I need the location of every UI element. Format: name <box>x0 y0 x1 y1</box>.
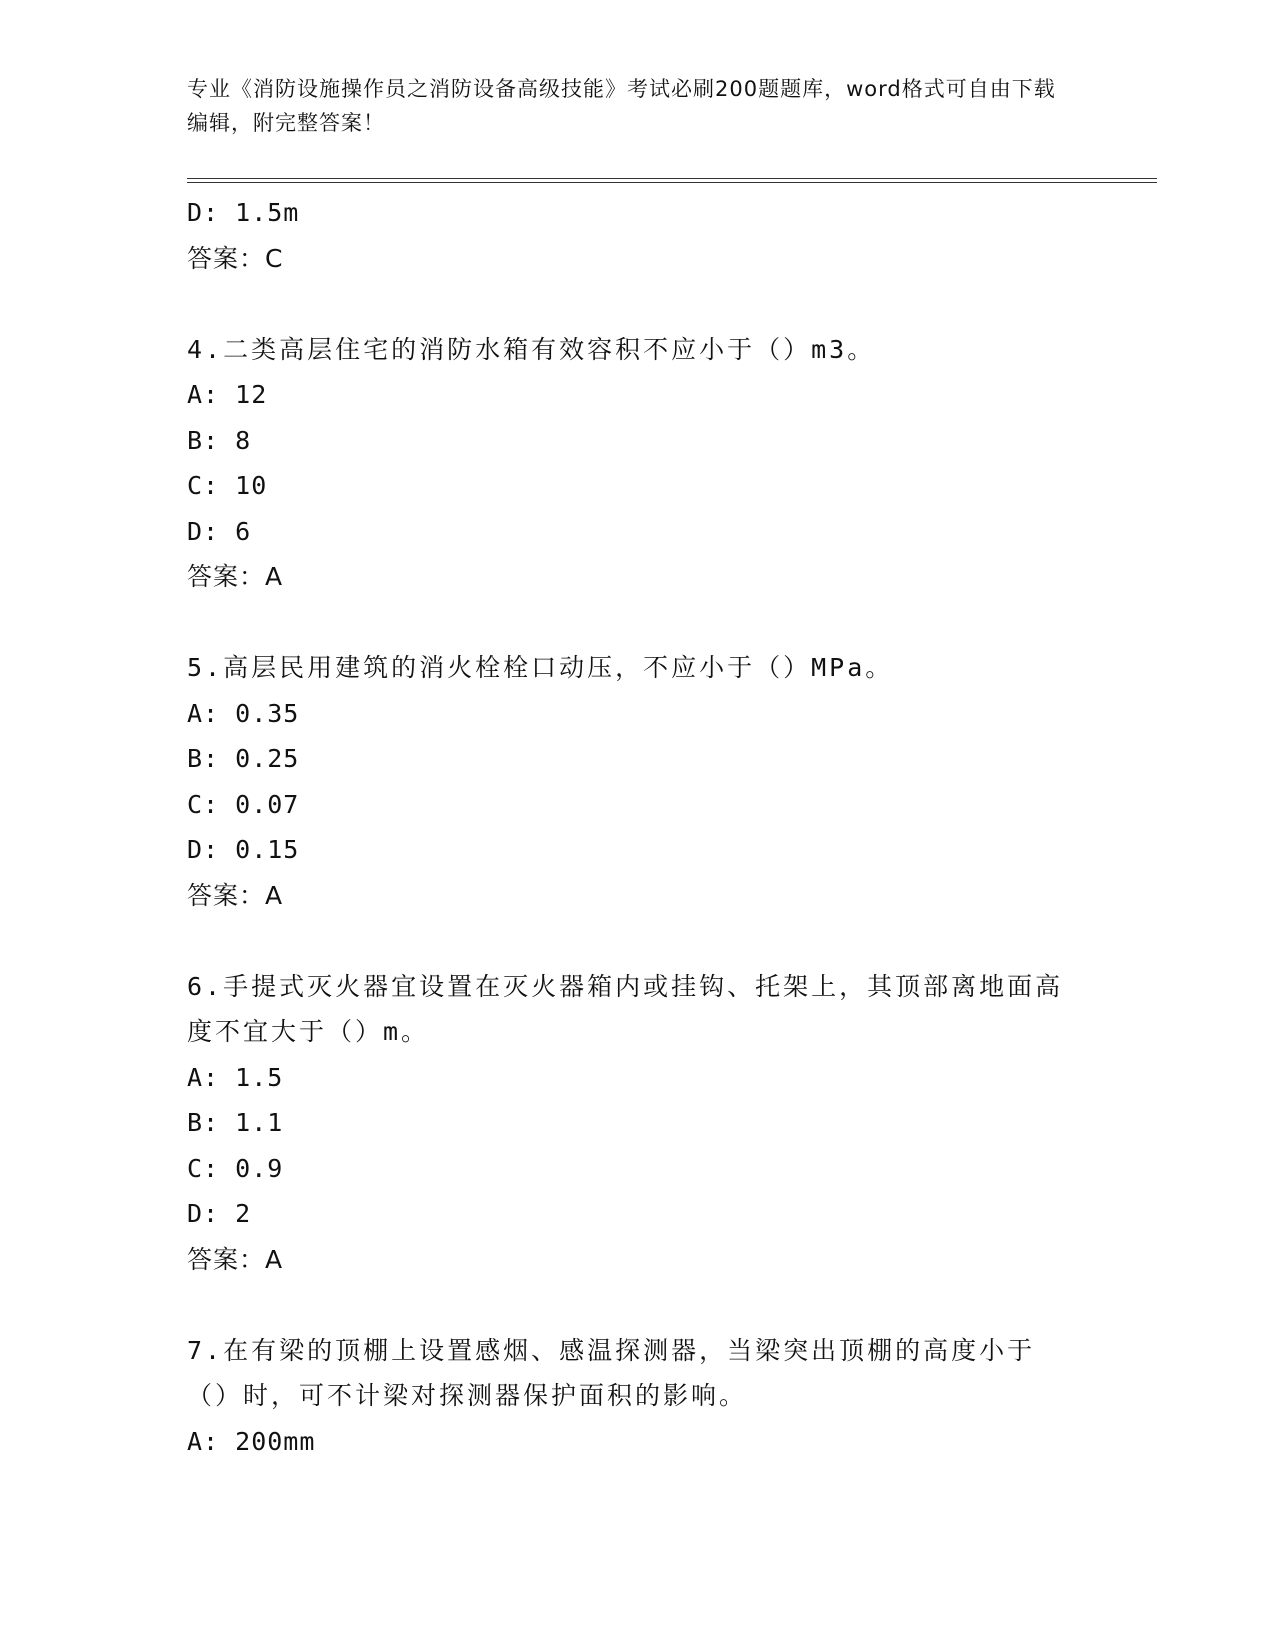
option-line: A: 0.35 <box>187 698 300 728</box>
question-text: 4.二类高层住宅的消防水箱有效容积不应小于（）m3。 <box>187 334 876 364</box>
option-line: D: 0.15 <box>187 835 300 864</box>
option-line: A: 1.5 <box>187 1062 284 1092</box>
question-list <box>187 190 1087 1464</box>
question-block <box>187 964 1087 1283</box>
option-line: C: 0.9 <box>187 1153 284 1183</box>
document-header: 专业《消防设施操作员之消防设备高级技能》考试必刷200题题库，word格式可自由下载编辑，附完整答案！ <box>187 77 1056 135</box>
option-line: A: 12 <box>187 380 268 409</box>
question-block <box>187 1328 1087 1465</box>
option-line: B: 0.25 <box>187 744 300 773</box>
option-line: B: 8 <box>187 425 252 455</box>
header-rule-top <box>187 178 1157 179</box>
question-text: 6.手提式灭火器宜设置在灭火器箱内或挂钩、托架上，其顶部离地面高度不宜大于（）m。 <box>187 971 1064 1046</box>
question-text: 7.在有梁的顶棚上设置感烟、感温探测器，当梁突出顶棚的高度小于（）时，可不计梁对探测器保护面积的影响。 <box>187 1335 1036 1410</box>
answer-line: 答案：C <box>187 243 284 273</box>
option-line: B: 1.1 <box>187 1108 284 1137</box>
answer-line: 答案：A <box>187 562 284 591</box>
question-block <box>187 327 1087 600</box>
option-line: D: 1.5m <box>187 198 300 227</box>
option-line: D: 2 <box>187 1199 252 1228</box>
question-text: 5.高层民用建筑的消火栓栓口动压，不应小于（）MPa。 <box>187 653 894 682</box>
question-block <box>187 645 1087 918</box>
option-line: C: 10 <box>187 471 268 500</box>
answer-line: 答案：A <box>187 1244 284 1274</box>
option-line: C: 0.07 <box>187 789 300 819</box>
header-rule-bottom <box>187 182 1157 183</box>
answer-line: 答案：A <box>187 880 284 910</box>
option-line: A: 200mm <box>187 1426 316 1456</box>
option-line: D: 6 <box>187 516 252 546</box>
